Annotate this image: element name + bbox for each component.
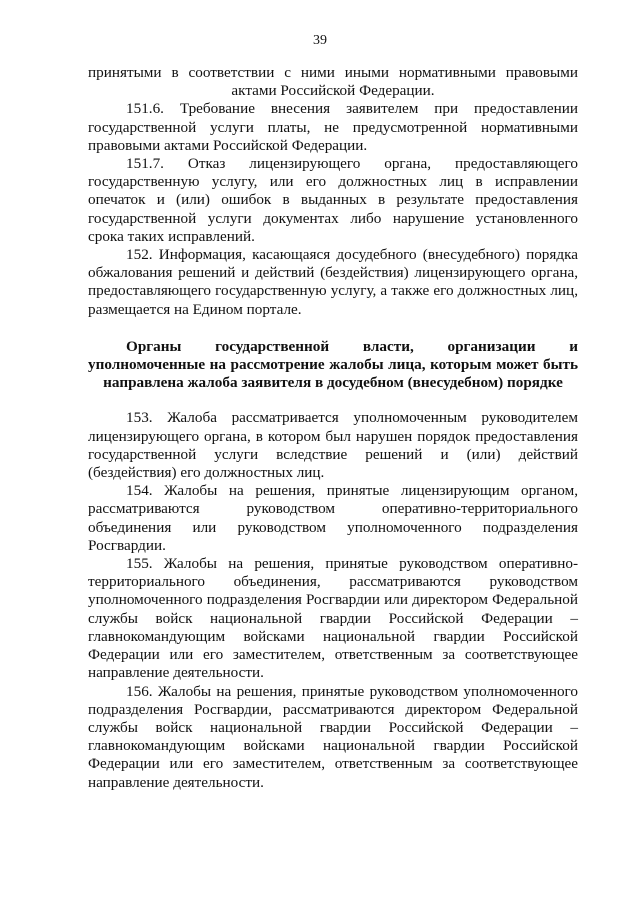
paragraph-151-7: 151.7. Отказ лицензирующего органа, предоставляющего государственную услугу, или его должностных лиц в исправлении опечаток и (или) ошибок в выданных в результате предоставления государственной услуги документах либо нарушение установленного срока таких исправлений. [88, 155, 578, 245]
paragraph-151-5-continued: принятыми в соответствии с ними иными нормативными правовыми [88, 64, 578, 81]
paragraph-153: 153. Жалоба рассматривается уполномоченным руководителем лицензирующего органа, в котором был нарушен порядок предоставления государственной услуги вследствие решений и (или) действий (бездействия) его должностных лиц. [88, 409, 578, 482]
section-heading-rest [88, 356, 578, 392]
paragraph-151-6: 151.6. Требование внесения заявителем при предоставлении государственной услуги платы, не предусмотренной нормативными правовыми актами Российской Федерации. [88, 100, 578, 154]
paragraph-156: 156. Жалобы на решения, принятые руководством уполномоченного подразделения Росгвардии, рассматриваются директором Федеральной службы войск национальной гвардии Российской Федерации – главнокомандующим войсками национальной гвардии Российской Федерации или его заместителем, ответственным за соответствующее направление деятельности. [88, 682, 578, 791]
section-heading-text-3: направлена жалоба заявителя в досудебном (внесудебном) порядке [103, 374, 563, 392]
paragraph-151-5-end: актами Российской Федерации. [231, 82, 435, 100]
paragraph-154: 154. Жалобы на решения, принятые лицензирующим органом, рассматриваются руководством оперативно-территориального объединения или руководством уполномоченного подразделения Росгвардии. [88, 482, 578, 554]
section-heading-text-1: Органы государственной власти, организации и [126, 337, 578, 355]
document-body [88, 64, 578, 792]
section-heading-text-2: уполномоченные на рассмотрение жалобы лица, которым может быть [88, 356, 578, 374]
paragraph-155: 155. Жалобы на решения, принятые руководством оперативно-территориального объединения, рассматриваются руководством уполномоченного подразделения Росгвардии или директором Федеральной службы войск национальной гвардии Российской Федерации – главнокомандующим войсками национальной гвардии Российской Федерации или его заместителем, ответственным за соответствующее направление деятельности. [88, 555, 578, 682]
section-heading-line-1 [126, 338, 578, 356]
page-number: 39 [313, 33, 327, 48]
paragraph-152: 152. Информация, касающаяся досудебного (внесудебного) порядка обжалования решений и действий (бездействия) лицензирующего органа, предоставляющего государственную услугу, а также его должностных лиц, размещается на Едином портале. [88, 246, 578, 318]
